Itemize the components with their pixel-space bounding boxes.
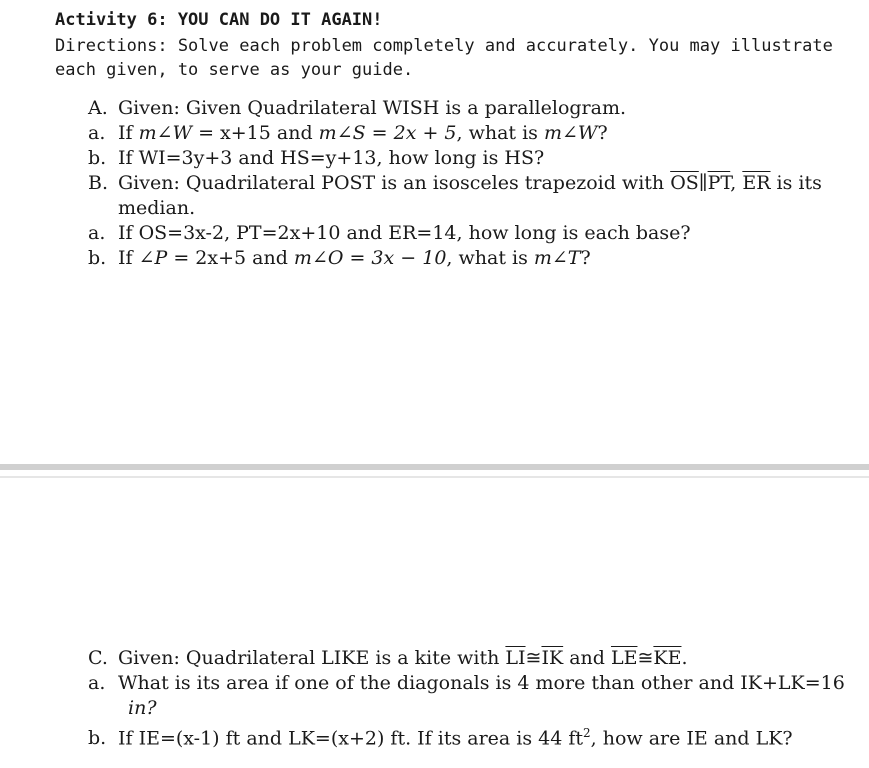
problem-c-b-label: b. [88,727,107,750]
problem-c-a [88,671,845,695]
problem-c-a-text-2: in? [128,697,157,719]
comma: , [730,172,743,194]
problem-b-b-text-1: If [118,247,139,269]
segment-le: $\overline{LE}$ [610,647,638,669]
section-b-given-text: Given: Quadrilateral POST is an isosceles trapezoid with [118,172,671,194]
section-b-label: B. [88,172,109,194]
segment-pt: $\overline{PT}$ [707,172,731,194]
problem-a-a-math-3: m∠W [543,122,598,144]
problem-c-b [88,721,793,750]
directions-line-2: each given, to serve as your guide. [55,60,414,80]
section-c-label: C. [88,647,108,669]
problem-b-a [88,221,691,245]
problem-a-a-text-1: If [118,122,139,144]
page-separator [0,464,869,470]
section-b-given [88,171,822,195]
problem-b-b-text-4: ? [580,247,591,269]
and-text: and [563,647,611,669]
problem-a-a-text-3: , what is [456,122,544,144]
problem-b-b-text-2: = 2x+5 and [167,247,294,269]
problem-a-a-label: a. [88,122,106,144]
section-b-given-line-2: median. [118,197,196,219]
directions-line-1: Directions: Solve each problem completely and accurately. You may illustrate [55,36,833,56]
section-a-given [88,96,626,120]
segment-ke: $\overline{KE}$ [653,647,682,669]
problem-c-b-text-1: If IE=(x-1) ft and LK=(x+2) ft. If its area is 44 ft [118,727,584,750]
superscript-two: 2 [583,726,591,740]
section-a-label: A. [88,97,108,119]
problem-b-b [88,246,591,270]
problem-a-b-label: b. [88,147,107,169]
problem-a-a [88,121,608,145]
problem-b-b-math-2: m∠O = 3x − 10 [293,247,447,269]
problem-a-b-text: If WI=3y+3 and HS=y+13, how long is HS? [118,147,545,169]
problem-c-b-text-2: , how are IE and LK? [590,727,793,750]
segment-li: $\overline{LI}$ [505,647,526,669]
section-c-given-text: Given: Quadrilateral LIKE is a kite with [118,647,506,669]
congruent-symbol-2: ≅ [637,647,654,669]
problem-a-a-math-1: m∠W [138,122,193,144]
problem-a-a-text-2: = x+15 and [192,122,319,144]
page-separator-shadow [0,476,869,478]
segment-er: $\overline{ER}$ [742,172,771,194]
section-c-given [88,646,688,670]
problem-b-b-math-3: m∠T [533,247,581,269]
problem-b-a-text: If OS=3x-2, PT=2x+10 and ER=14, how long is each base? [118,222,691,244]
problem-a-b [88,146,544,170]
section-b-given-text-2: is its [770,172,822,194]
problem-c-a-label: a. [88,672,106,694]
problem-b-b-math-1: ∠P [138,247,168,269]
segment-os: $\overline{OS}$ [670,172,699,194]
activity-title: Activity 6: YOU CAN DO IT AGAIN! [55,10,383,30]
section-a-given-text: Given: Given Quadrilateral WISH is a parallelogram. [118,97,627,119]
problem-c-a-text: What is its area if one of the diagonals is 4 more than other and IK+LK=16 [118,672,845,694]
period: . [681,647,688,669]
segment-ik: $\overline{IK}$ [541,647,564,669]
problem-b-a-label: a. [88,222,106,244]
problem-a-a-text-4: ? [597,122,608,144]
problem-a-a-math-2: m∠S = 2x + 5 [318,122,457,144]
parallel-symbol: ∥ [698,172,708,194]
congruent-symbol-1: ≅ [525,647,542,669]
problem-b-b-text-3: , what is [446,247,534,269]
problem-b-b-label: b. [88,247,107,269]
